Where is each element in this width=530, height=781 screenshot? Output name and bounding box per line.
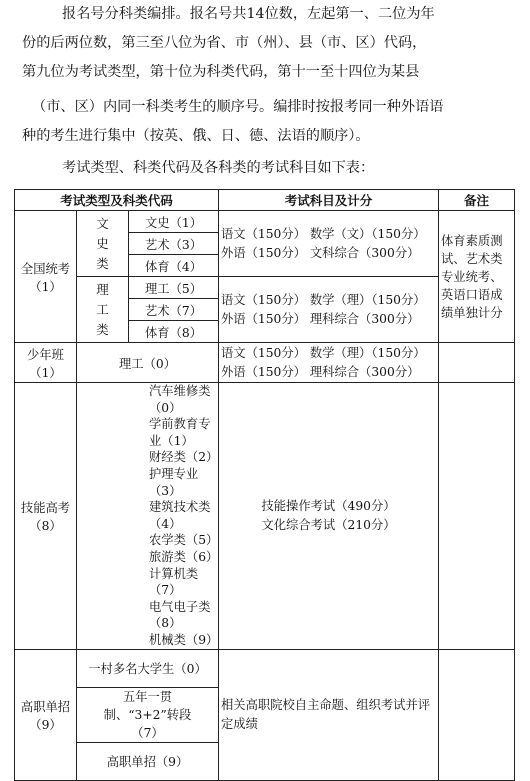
- list-item: 学前教育专业（1）: [149, 417, 211, 448]
- header-subjects: 考试科目及计分: [219, 190, 439, 211]
- subject-item: 文史（1）: [129, 211, 219, 233]
- empty-note: [439, 343, 515, 383]
- label-char: 文: [96, 215, 109, 231]
- youth-scores: [219, 343, 439, 383]
- subject-item: 艺术（7）: [129, 299, 219, 321]
- list-item: 农学类（5）: [149, 533, 219, 548]
- score-line: 语文（150分） 数学（文）（150分）: [221, 226, 426, 241]
- text-line: （市、区）内同一科类考生的顺序号。编排时按报考同一种外语语: [32, 99, 444, 115]
- national-exam-code: （1）: [29, 279, 62, 294]
- table-caption: 考试类型、科类代码及各科类的考试科目如下表：: [62, 160, 375, 176]
- list-item: 建筑技术类（4）: [149, 500, 211, 531]
- vocational-exam-name: 高职单招: [20, 699, 71, 714]
- subject-item: 理工（0）: [77, 343, 219, 383]
- list-item: 汽车维修类（0）: [149, 384, 211, 415]
- national-exam-name: 全国统考: [20, 261, 71, 276]
- national-note: 体育素质测试、艺术类专业统考、英语口语成绩单独计分: [439, 211, 515, 343]
- youth-class-code: （1）: [29, 365, 62, 380]
- label-char: 史: [96, 235, 109, 251]
- wenshi-category-label: [77, 211, 129, 277]
- label-char: 工: [96, 301, 109, 317]
- header-row: [15, 190, 515, 211]
- list-item: 护理专业（3）: [149, 466, 199, 498]
- list-item: 电气电子类（8）: [149, 599, 211, 631]
- list-item: 财经类（2）: [149, 450, 219, 465]
- empty-note: [439, 383, 515, 650]
- skills-category-list: [77, 383, 219, 650]
- ligong-scores: [219, 277, 439, 343]
- skills-scores: [219, 383, 439, 650]
- score-line: 语文（150分） 数学（理）（150分）: [221, 345, 426, 360]
- skills-exam-name: 技能高考: [20, 500, 71, 515]
- vocational-exam-cell: [15, 649, 77, 780]
- subject-item: 艺术（3）: [129, 233, 219, 255]
- score-line: 文化综合考试（210分）: [261, 517, 396, 532]
- table-row: [15, 649, 515, 687]
- score-line: 技能操作考试（490分）: [261, 498, 396, 513]
- table-row: [15, 211, 515, 233]
- subject-item: 一村多名大学生（0）: [77, 649, 219, 687]
- list-item: 旅游类（6）: [149, 549, 219, 564]
- text-line: 报名号分科类编排。报名号共14位数，左起第一、二位为年: [62, 6, 435, 22]
- table-row: [15, 343, 515, 383]
- score-line: 外语（150分） 理科综合（300分）: [221, 364, 420, 379]
- ligong-category-label: [77, 277, 129, 343]
- intro-paragraph-1: [22, 0, 512, 87]
- skills-exam-code: （8）: [29, 518, 62, 533]
- skills-exam-cell: [15, 383, 77, 650]
- label-char: 类: [96, 321, 109, 337]
- text-line: 第九位为考试类型，第十位为科类代码，第十一至十四位为某县: [22, 64, 420, 80]
- label-char: 类: [96, 255, 109, 271]
- table-row: [15, 383, 515, 650]
- subject-item: 体育（4）: [129, 255, 219, 277]
- intro-paragraph-2: [22, 93, 512, 151]
- vocational-exam-code: （9）: [29, 717, 62, 732]
- wenshi-scores: [219, 211, 439, 277]
- subject-item: 体育（8）: [129, 321, 219, 343]
- subject-item: 高职单招（9）: [77, 742, 219, 780]
- subject-item: 理工（5）: [129, 277, 219, 299]
- national-exam-cell: [15, 211, 77, 343]
- exam-subject-table: [14, 189, 515, 781]
- text-line: 份的后两位数，第三至八位为省、市（州）、县（市、区）代码，: [22, 35, 427, 51]
- header-notes: 备注: [439, 190, 515, 211]
- label-char: 理: [96, 281, 109, 297]
- list-item: 机械类（9）: [149, 632, 219, 647]
- empty-note: [439, 649, 515, 780]
- score-line: 外语（150分） 文科综合（300分）: [221, 245, 420, 260]
- subject-item: 五年一贯制、“3+2”转段（7）: [77, 687, 219, 742]
- score-line: 语文（150分） 数学（理）（150分）: [221, 292, 426, 307]
- text-line: 种的考生进行集中（按英、俄、日、德、法语的顺序）。: [22, 128, 370, 144]
- score-line: 外语（150分） 理科综合（300分）: [221, 311, 420, 326]
- youth-class-name: 少年班: [27, 347, 64, 362]
- list-item: 计算机类（7）: [149, 566, 199, 598]
- header-exam-type: 考试类型及科类代码: [15, 190, 219, 211]
- vocational-scores: 相关高职院校自主命题、组织考试并评定成绩: [219, 649, 439, 780]
- youth-class-cell: [15, 343, 77, 383]
